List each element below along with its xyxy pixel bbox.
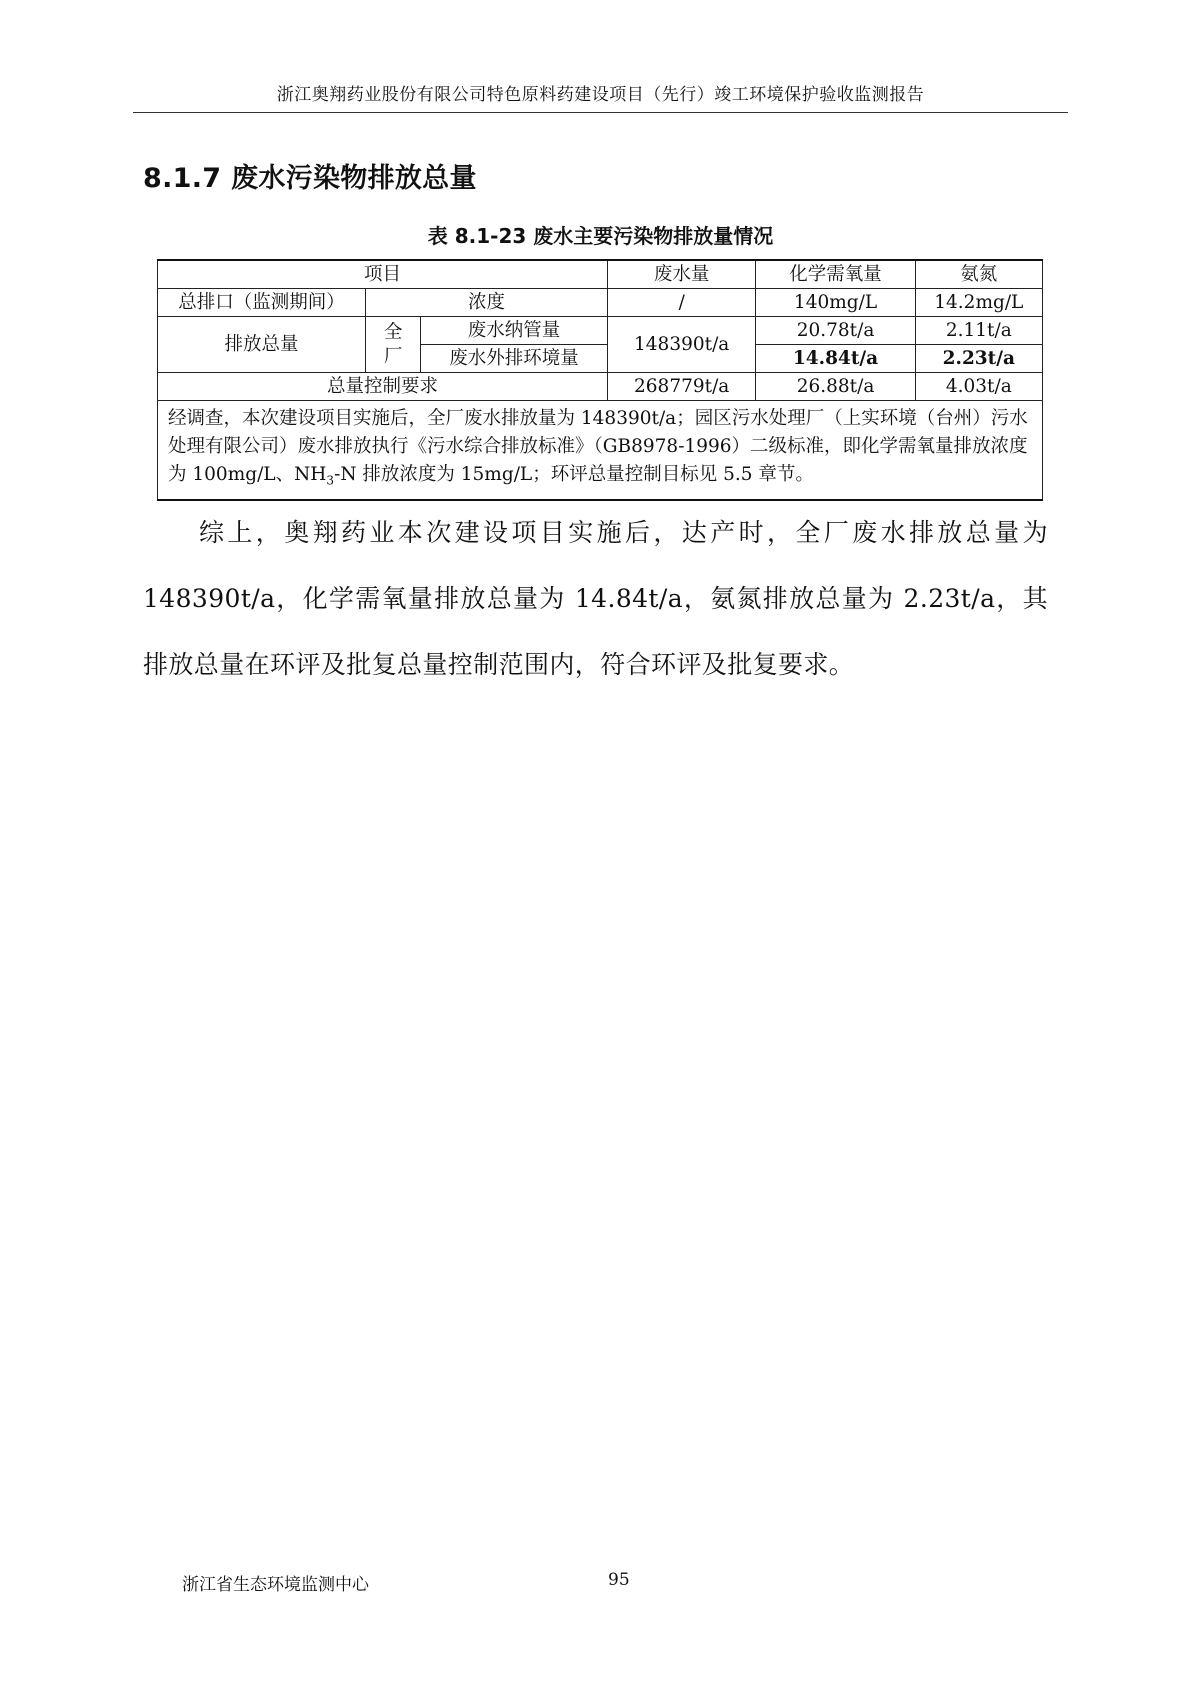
control-label: 总量控制要求 (158, 373, 608, 401)
footer-organization: 浙江省生态环境监测中心 (182, 1575, 369, 1595)
header-cod: 化学需氧量 (756, 260, 915, 289)
total-wastewater: 148390t/a (607, 317, 756, 373)
outlet-wastewater: / (607, 289, 756, 317)
page-number: 95 (608, 1570, 630, 1590)
section-title: 8.1.7 废水污染物排放总量 (143, 163, 477, 194)
env-label: 废水外排环境量 (421, 345, 608, 373)
table-note-row (158, 401, 1043, 500)
note-subscript: 3 (326, 473, 335, 488)
outlet-cod: 140mg/L (756, 289, 915, 317)
table-row-total-pipe (158, 317, 1043, 345)
total-scope (365, 317, 420, 373)
summary-paragraph: 综上，奥翔药业本次建设项目实施后，达产时，全厂废水排放总量为148390t/a，化学需氧量排放总量为 14.84t/a，氨氮排放总量为 2.23t/a，其排放总量在环评及批复总量控制范围内，符合环评及批复要求。 (143, 518, 1048, 679)
page-header: 浙江奥翔药业股份有限公司特色原料药建设项目（先行）竣工环境保护验收监测报告 (276, 85, 925, 105)
table-note (158, 401, 1043, 500)
emission-table (157, 259, 1043, 501)
header-item: 项目 (158, 260, 608, 289)
outlet-nh3n: 14.2mg/L (915, 289, 1042, 317)
control-wastewater: 268779t/a (607, 373, 756, 401)
table-caption: 表 8.1-23 废水主要污染物排放量情况 (427, 224, 774, 248)
table-row-outlet (158, 289, 1043, 317)
outlet-sub: 浓度 (365, 289, 607, 317)
env-cod: 14.84t/a (756, 345, 915, 373)
header-nh3n: 氨氮 (915, 260, 1042, 289)
env-nh3n: 2.23t/a (915, 345, 1042, 373)
table-header-row (158, 260, 1043, 289)
outlet-label: 总排口（监测期间） (158, 289, 366, 317)
control-cod: 26.88t/a (756, 373, 915, 401)
note-part-2: -N 排放浓度为 15mg/L；环评总量控制目标见 5.5 章节。 (334, 464, 814, 485)
pipe-cod: 20.78t/a (756, 317, 915, 345)
total-label: 排放总量 (158, 317, 366, 373)
table-row-control (158, 373, 1043, 401)
note-part-1: 经调查，本次建设项目实施后，全厂废水排放量为 148390t/a；园区污水处理厂（上实环境（台州）污水处理有限公司）废水排放执行《污水综合排放标准》（GB8978-1996）二级标准，即化学需氧量排放浓度为 100mg/L、NH (168, 408, 1028, 485)
control-nh3n: 4.03t/a (915, 373, 1042, 401)
scope-char-2: 厂 (383, 345, 403, 367)
scope-char-1: 全 (383, 321, 403, 343)
header-divider (133, 112, 1068, 113)
pipe-label: 废水纳管量 (421, 317, 608, 345)
pipe-nh3n: 2.11t/a (915, 317, 1042, 345)
header-wastewater: 废水量 (607, 260, 756, 289)
